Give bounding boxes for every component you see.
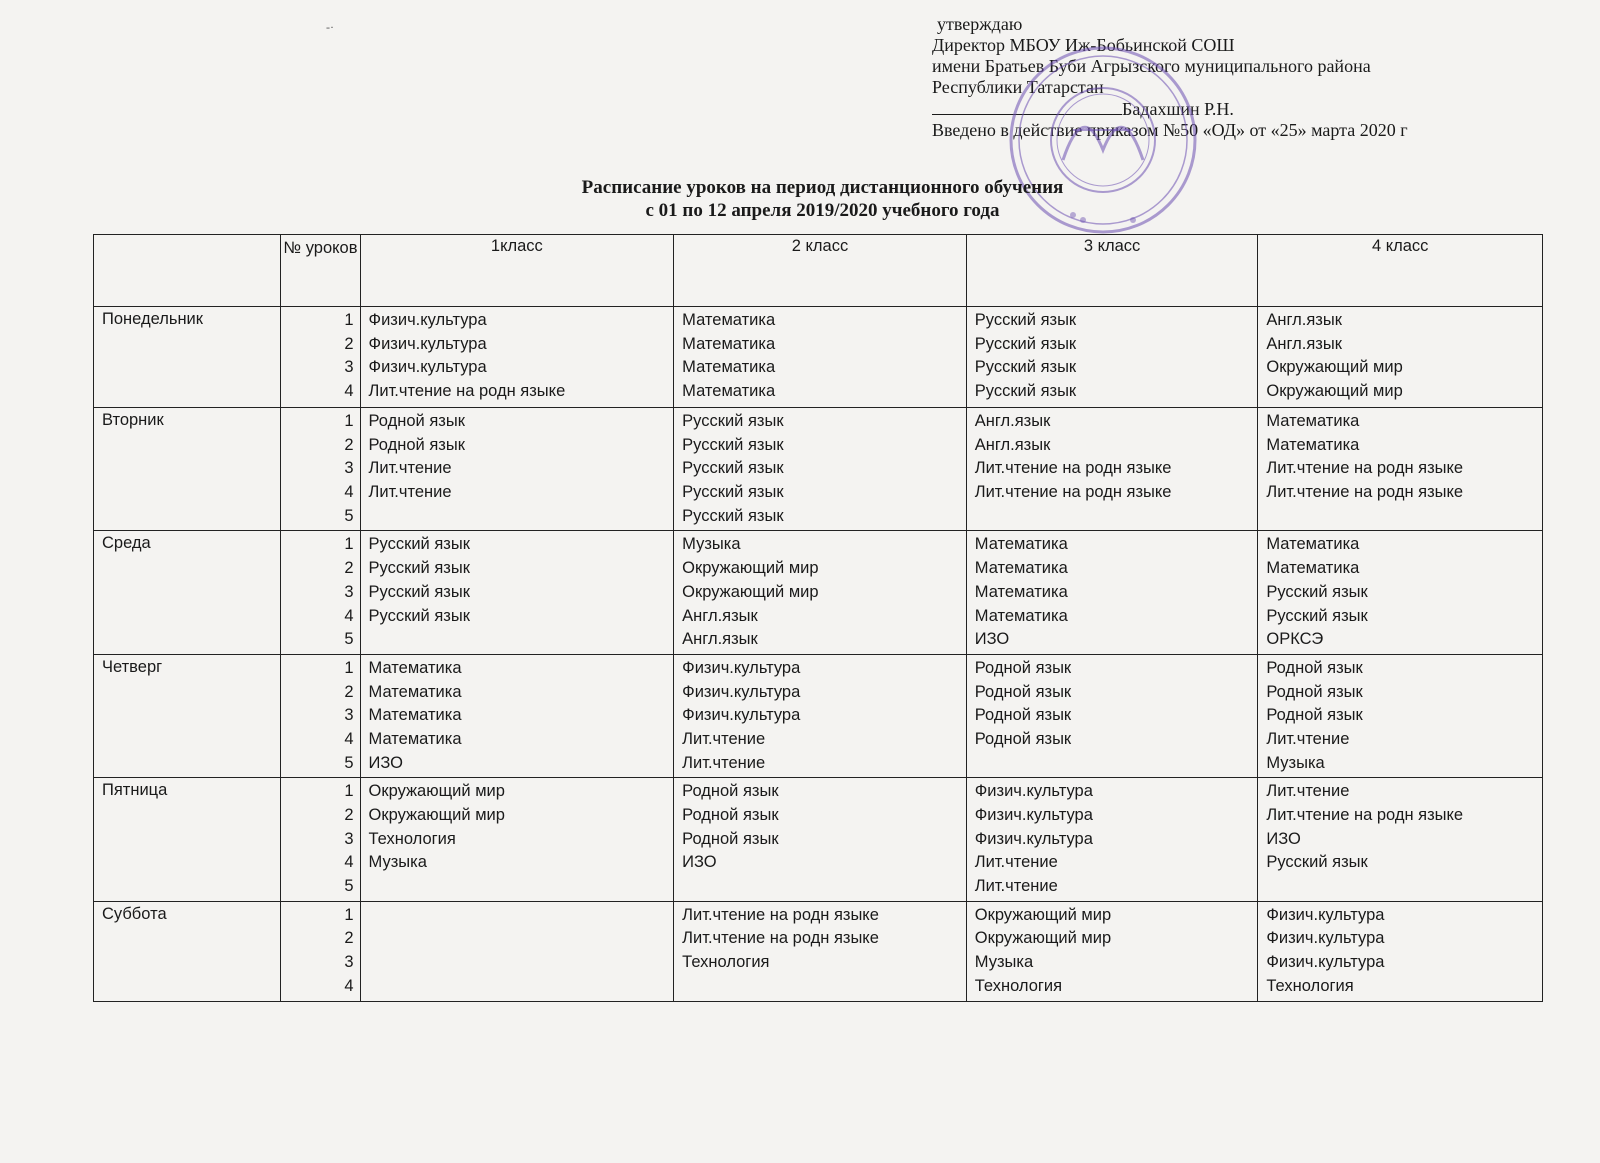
subject-entry: Физич.культура bbox=[1266, 953, 1385, 972]
subject-entry: ОРКСЭ bbox=[1266, 630, 1324, 649]
subject-entry: Лит.чтение на родн языке bbox=[1266, 459, 1464, 478]
subject-entry: Русский язык bbox=[682, 435, 784, 454]
subject-entry: Технология bbox=[974, 976, 1063, 995]
subject-entry: Лит.чтение на родн языке bbox=[1266, 483, 1464, 502]
lesson-number-cell bbox=[281, 408, 360, 531]
lesson-number: 4 bbox=[344, 606, 354, 625]
subject-entry: Русский язык bbox=[682, 412, 784, 430]
subject-entry: Математика bbox=[974, 606, 1068, 625]
subject-entry: Технология bbox=[368, 829, 456, 848]
subject-entry: Русский язык bbox=[368, 559, 470, 578]
subject-entry: Русский язык bbox=[682, 459, 784, 478]
class-4-subjects-cell bbox=[1258, 307, 1543, 408]
subject-entry: Лит.чтение на родн языке bbox=[368, 382, 566, 401]
schedule-table bbox=[93, 234, 1543, 1002]
day-cell: Понедельник bbox=[94, 307, 281, 408]
lesson-number: 5 bbox=[344, 877, 354, 896]
subject-entry: Англ.язык bbox=[1266, 311, 1342, 329]
subject-entry: Окружающий мир bbox=[1266, 358, 1403, 377]
lesson-number-cell bbox=[281, 654, 360, 777]
class-2-subjects-cell bbox=[674, 531, 967, 654]
subject-entry: Родной язык bbox=[682, 782, 779, 801]
class-2-subjects-cell bbox=[674, 901, 967, 1001]
class-2-subjects-cell bbox=[674, 778, 967, 901]
lesson-number-cell bbox=[281, 901, 360, 1001]
lesson-number: 4 bbox=[344, 976, 354, 995]
subject-entry: Математика bbox=[368, 706, 462, 725]
subject-entry: Математика bbox=[974, 559, 1068, 578]
subject-entry: Математика bbox=[974, 535, 1068, 554]
subject-entry: Англ.язык bbox=[682, 606, 758, 625]
subject-entry: Англ.язык bbox=[682, 630, 758, 649]
subject-entry: Окружающий мир bbox=[974, 905, 1112, 924]
subject-entry: Математика bbox=[1266, 535, 1360, 554]
subject-entry: Технология bbox=[1266, 976, 1354, 995]
subject-entry: Математика bbox=[682, 358, 776, 377]
subject-entry: Русский язык bbox=[682, 506, 784, 525]
day-cell: Четверг bbox=[94, 654, 281, 777]
subject-entry: ИЗО bbox=[1266, 829, 1301, 848]
subject-entry: Физич.культура bbox=[974, 782, 1093, 801]
header-class-1: 1класс bbox=[360, 235, 674, 307]
lesson-number: 1 bbox=[344, 905, 354, 924]
lesson-number-cell bbox=[281, 307, 360, 408]
class-4-subjects-cell bbox=[1258, 778, 1543, 901]
lesson-number: 1 bbox=[344, 535, 354, 554]
subject-entry: Физич.культура bbox=[682, 658, 801, 677]
subject-entry: Лит.чтение bbox=[368, 459, 452, 478]
subject-entry: Русский язык bbox=[974, 382, 1077, 401]
subject-entry: Лит.чтение на родн языке bbox=[974, 483, 1172, 502]
subject-entry: Русский язык bbox=[368, 606, 470, 625]
lesson-number: 2 bbox=[344, 929, 354, 948]
subject-entry: Лит.чтение на родн языке bbox=[682, 929, 879, 948]
lesson-number: 5 bbox=[344, 753, 354, 772]
lesson-number: 1 bbox=[344, 782, 354, 801]
subject-entry: Русский язык bbox=[1266, 582, 1368, 601]
subject-entry: Окружающий мир bbox=[368, 782, 505, 801]
lesson-number: 3 bbox=[344, 358, 354, 377]
subject-entry: Физич.культура bbox=[682, 706, 801, 725]
subject-entry: Математика bbox=[368, 658, 462, 677]
class-1-subjects-cell bbox=[360, 531, 674, 654]
subject-entry: Русский язык bbox=[368, 582, 470, 601]
subject-entry: Родной язык bbox=[682, 829, 779, 848]
lesson-number: 2 bbox=[344, 559, 354, 578]
subject-entry: Математика bbox=[974, 582, 1068, 601]
lesson-number: 3 bbox=[344, 459, 354, 478]
approval-director: Директор МБОУ Иж-Бобьинской СОШ bbox=[932, 35, 1235, 55]
lesson-number: 2 bbox=[344, 435, 354, 454]
lesson-number: 1 bbox=[344, 658, 354, 677]
header-lesson-number: № уроков bbox=[281, 235, 360, 307]
class-4-subjects-cell bbox=[1258, 531, 1543, 654]
day-cell: Среда bbox=[94, 531, 281, 654]
approval-order: Введено в действие приказом №50 «ОД» от «25» марта 2020 г bbox=[932, 120, 1408, 140]
class-4-subjects-cell bbox=[1258, 408, 1543, 531]
lesson-number: 4 bbox=[344, 853, 354, 872]
subject-entry: Русский язык bbox=[682, 483, 784, 502]
subject-entry: Родной язык bbox=[1266, 682, 1363, 701]
header-day bbox=[94, 235, 281, 307]
lesson-number: 5 bbox=[344, 506, 354, 525]
subject-entry: Русский язык bbox=[974, 358, 1077, 377]
table-row bbox=[94, 654, 1543, 777]
title-line-1: Расписание уроков на период дистанционного обучения bbox=[581, 177, 1064, 198]
subject-entry: Математика bbox=[682, 382, 776, 401]
lesson-number: 2 bbox=[344, 682, 354, 701]
subject-entry: Лит.чтение на родн языке bbox=[682, 905, 879, 924]
subject-entry: Окружающий мир bbox=[974, 929, 1112, 948]
class-4-subjects-cell bbox=[1258, 654, 1543, 777]
approval-school-name: имени Братьев Буби Агрызского муниципального района bbox=[932, 56, 1371, 76]
subject-entry: Русский язык bbox=[1266, 606, 1368, 625]
subject-entry: Лит.чтение bbox=[974, 877, 1058, 896]
subject-entry: Лит.чтение bbox=[1266, 782, 1350, 801]
class-2-subjects-cell bbox=[674, 307, 967, 408]
lesson-number: 1 bbox=[344, 311, 354, 329]
class-1-subjects-cell bbox=[360, 778, 674, 901]
class-2-subjects-cell bbox=[674, 408, 967, 531]
subject-entry: Музыка bbox=[1266, 753, 1325, 772]
subject-entry: Математика bbox=[368, 729, 462, 748]
subject-entry: Англ.язык bbox=[974, 412, 1051, 430]
subject-entry: Физич.культура bbox=[368, 311, 487, 329]
table-row bbox=[94, 307, 1543, 408]
header-class-3: 3 класс bbox=[966, 235, 1258, 307]
lesson-number: 3 bbox=[344, 582, 354, 601]
subject-entry: Родной язык bbox=[974, 682, 1072, 701]
lesson-number: 3 bbox=[344, 829, 354, 848]
class-1-subjects-cell bbox=[360, 901, 674, 1001]
subject-entry: Родной язык bbox=[368, 412, 465, 430]
subject-entry: Математика bbox=[368, 682, 462, 701]
lesson-number-cell bbox=[281, 531, 360, 654]
lesson-number: 4 bbox=[344, 483, 354, 502]
subject-entry: Родной язык bbox=[1266, 706, 1363, 725]
subject-entry: Математика bbox=[682, 334, 776, 353]
subject-entry: Лит.чтение bbox=[1266, 729, 1350, 748]
lesson-number: 1 bbox=[344, 412, 354, 430]
table-header-row bbox=[94, 235, 1543, 307]
subject-entry: Лит.чтение bbox=[682, 729, 766, 748]
subject-entry: Русский язык bbox=[974, 311, 1077, 329]
class-3-subjects-cell bbox=[966, 531, 1258, 654]
subject-entry: Лит.чтение на родн языке bbox=[1266, 806, 1464, 824]
class-1-subjects-cell bbox=[360, 408, 674, 531]
subject-entry: Окружающий мир bbox=[682, 582, 819, 601]
class-3-subjects-cell bbox=[966, 307, 1258, 408]
class-1-subjects-cell bbox=[360, 307, 674, 408]
subject-entry: Математика bbox=[1266, 412, 1360, 430]
subject-entry: Окружающий мир bbox=[682, 559, 819, 578]
subject-entry: Родной язык bbox=[368, 435, 465, 454]
approval-republic: Республики Татарстан bbox=[932, 77, 1104, 97]
subject-entry: Физич.культура bbox=[682, 682, 801, 701]
scan-mark: -· bbox=[326, 20, 334, 34]
lesson-number: 2 bbox=[344, 334, 354, 353]
subject-entry: ИЗО bbox=[974, 630, 1010, 649]
subject-entry: Англ.язык bbox=[1266, 334, 1342, 353]
lesson-number: 2 bbox=[344, 806, 354, 824]
subject-entry: Родной язык bbox=[1266, 658, 1363, 677]
header-class-2: 2 класс bbox=[674, 235, 967, 307]
class-3-subjects-cell bbox=[966, 654, 1258, 777]
day-cell: Вторник bbox=[94, 408, 281, 531]
subject-entry: Родной язык bbox=[974, 729, 1072, 748]
day-cell: Пятница bbox=[94, 778, 281, 901]
header-class-4: 4 класс bbox=[1258, 235, 1543, 307]
class-3-subjects-cell bbox=[966, 408, 1258, 531]
table-row bbox=[94, 408, 1543, 531]
lesson-number: 5 bbox=[344, 630, 354, 649]
subject-entry: Математика bbox=[1266, 559, 1360, 578]
subject-entry: Физич.культура bbox=[1266, 929, 1385, 948]
subject-entry: Музыка bbox=[682, 535, 741, 554]
subject-entry: ИЗО bbox=[368, 753, 404, 772]
table-row bbox=[94, 901, 1543, 1001]
class-3-subjects-cell bbox=[966, 778, 1258, 901]
class-2-subjects-cell bbox=[674, 654, 967, 777]
subject-entry: Русский язык bbox=[1266, 853, 1368, 872]
lesson-number: 4 bbox=[344, 729, 354, 748]
subject-entry: Физич.культура bbox=[974, 829, 1093, 848]
subject-entry: Физич.культура bbox=[368, 334, 487, 353]
subject-entry: Физич.культура bbox=[974, 806, 1093, 824]
approval-heading: утверждаю bbox=[937, 14, 1023, 34]
subject-entry: Русский язык bbox=[368, 535, 470, 554]
approval-signer-name: Бадахшин Р.Н. bbox=[1122, 99, 1234, 119]
subject-entry: Лит.чтение на родн языке bbox=[974, 459, 1172, 478]
subject-entry: Окружающий мир bbox=[1266, 382, 1403, 401]
subject-entry: Музыка bbox=[974, 953, 1034, 972]
page-title bbox=[0, 176, 1600, 222]
class-4-subjects-cell bbox=[1258, 901, 1543, 1001]
title-line-2: с 01 по 12 апреля 2019/2020 учебного года bbox=[645, 200, 1000, 221]
subject-entry: Физич.культура bbox=[368, 358, 487, 377]
subject-entry: Окружающий мир bbox=[368, 806, 505, 824]
subject-entry: Технология bbox=[682, 953, 770, 972]
subject-entry: Лит.чтение bbox=[974, 853, 1058, 872]
subject-entry: Родной язык bbox=[974, 658, 1072, 677]
subject-entry: Математика bbox=[1266, 435, 1360, 454]
subject-entry: Русский язык bbox=[974, 334, 1077, 353]
day-cell: Суббота bbox=[94, 901, 281, 1001]
subject-entry: Лит.чтение bbox=[368, 483, 452, 502]
subject-entry: Физич.культура bbox=[1266, 905, 1385, 924]
table-row bbox=[94, 778, 1543, 901]
class-3-subjects-cell bbox=[966, 901, 1258, 1001]
lesson-number: 3 bbox=[344, 953, 354, 972]
subject-entry: Англ.язык bbox=[974, 435, 1051, 454]
subject-entry: Лит.чтение bbox=[682, 753, 766, 772]
subject-entry: Музыка bbox=[368, 853, 427, 872]
class-1-subjects-cell bbox=[360, 654, 674, 777]
subject-entry: Родной язык bbox=[682, 806, 779, 824]
subject-entry: Математика bbox=[682, 311, 776, 329]
schedule-body bbox=[94, 307, 1543, 1002]
table-row bbox=[94, 531, 1543, 654]
lesson-number: 3 bbox=[344, 706, 354, 725]
subject-entry: ИЗО bbox=[682, 853, 717, 872]
lesson-number: 4 bbox=[344, 382, 354, 401]
lesson-number-cell bbox=[281, 778, 360, 901]
subject-entry: Родной язык bbox=[974, 706, 1072, 725]
